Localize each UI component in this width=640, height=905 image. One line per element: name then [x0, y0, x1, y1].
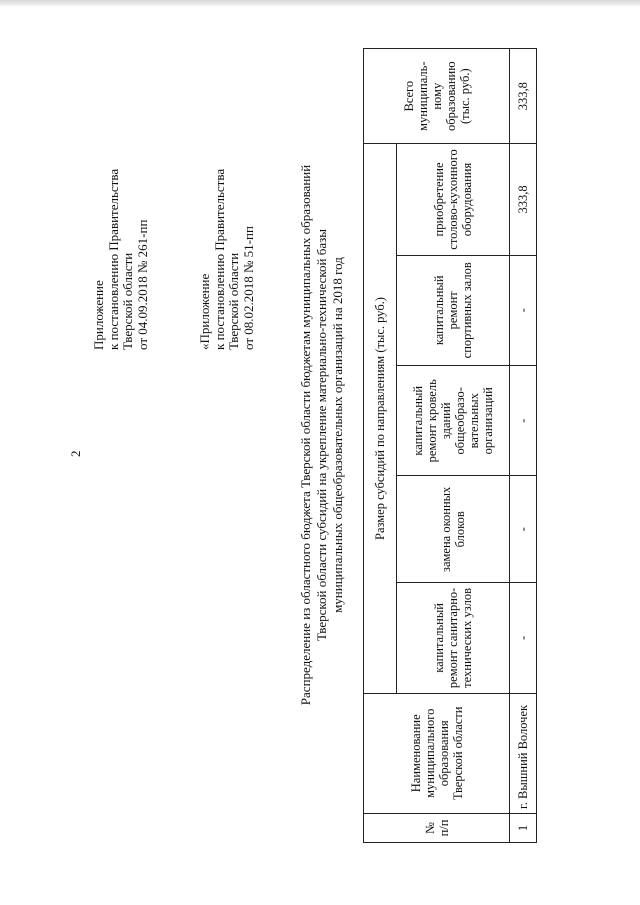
row-total: 333,8	[510, 49, 537, 144]
appendix-current-line3: Тверской области	[120, 252, 135, 350]
appendix-previous-line2: к постановлению Правительства	[211, 168, 227, 350]
page-number: 2	[68, 450, 83, 457]
header-kitchen-equipment: приобретение столово-кухонного оборудования	[397, 144, 510, 255]
appendix-current	[92, 50, 150, 350]
title-line2: Тверской области субсидий на укрепление материально-технической базы	[314, 229, 329, 642]
title-line3: муниципальных общеобразовательных организаций на 2018 год	[330, 257, 345, 613]
row-value-kitchen: 333,8	[510, 144, 537, 255]
document-title	[298, 45, 346, 825]
header-num: № п/п	[364, 813, 510, 842]
subsidy-table	[363, 48, 537, 843]
row-value-gym: -	[510, 255, 537, 365]
header-subsidy-group: Размер субсидий по направлениям (тыс. руб.)	[364, 144, 397, 693]
header-window-replacement: замена оконных блоков	[397, 476, 510, 583]
header-municipality: Наименование муниципального образования Тверской области	[364, 693, 510, 813]
appendix-previous-line1: «Приложение	[197, 273, 212, 350]
appendix-previous-line3: Тверской области	[226, 252, 241, 350]
row-value-windows: -	[510, 476, 537, 583]
row-value-roof: -	[510, 366, 537, 476]
table-row	[510, 49, 537, 843]
header-sanitary-repair: капитальный ремонт санитарно-технических узлов	[397, 583, 510, 693]
appendix-previous-line4: от 08.02.2018 № 51-пп	[240, 226, 256, 350]
appendix-current-line4: от 04.09.2018 № 261-пп	[134, 219, 150, 350]
row-num: 1	[510, 813, 537, 842]
row-value-sanitary: -	[510, 583, 537, 693]
header-gym-repair: капитальный ремонт спортивных залов	[397, 255, 510, 365]
title-line1: Распределение из областного бюджета Тверской области бюджетам муниципальных образований	[298, 164, 313, 706]
header-roof-repair: капитальный ремонт кровель зданий общеобразо-вательных организаций	[397, 366, 510, 476]
row-municipality: г. Вышний Волочек	[510, 693, 537, 813]
appendix-previous	[198, 50, 256, 350]
header-total: Всего муниципаль-ному образованию (тыс. руб.)	[364, 49, 510, 144]
appendix-current-line1: Приложение	[91, 280, 106, 350]
appendix-current-line2: к постановлению Правительства	[105, 168, 121, 350]
